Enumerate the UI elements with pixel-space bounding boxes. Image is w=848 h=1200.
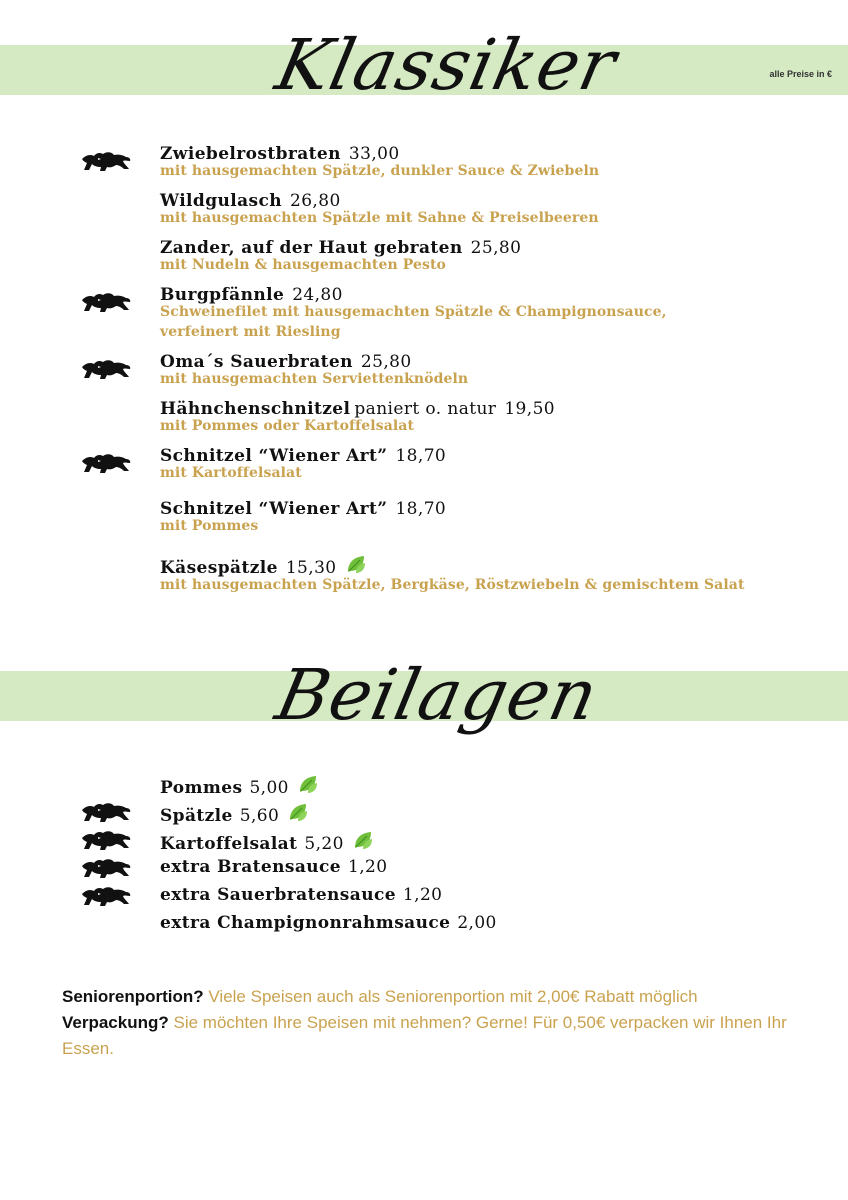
lion-icon xyxy=(80,799,132,825)
menu-item xyxy=(160,286,800,342)
menu-item xyxy=(160,500,800,536)
menu-item-description: mit hausgemachten Serviettenknödeln xyxy=(160,371,469,387)
menu-item-price: 24,80 xyxy=(292,285,343,305)
lion-icon xyxy=(80,356,132,382)
side-item-price: 2,00 xyxy=(457,913,497,933)
menu-item-description: mit Pommes oder Kartoffelsalat xyxy=(160,418,415,434)
note-pack-text: Sie möchten Ihre Speisen mit nehmen? Gerne! Für 0,50€ verpacken wir Ihnen Ihr Essen. xyxy=(62,1013,787,1058)
side-item-name: extra Sauerbratensauce xyxy=(160,885,396,905)
lion-icon xyxy=(80,148,132,174)
menu-item-price: 25,80 xyxy=(360,352,412,372)
menu-item xyxy=(160,145,800,181)
leaf-icon xyxy=(352,829,374,851)
note-pack-label: Verpackung? xyxy=(62,1013,169,1032)
side-item xyxy=(160,857,387,877)
menu-item-title-line xyxy=(160,553,800,577)
lion-icon xyxy=(80,883,132,909)
menu-item xyxy=(160,192,800,228)
menu-item-description: mit hausgemachten Spätzle mit Sahne & Preiselbeeren xyxy=(160,210,599,226)
menu-item-description: mit Kartoffelsalat xyxy=(160,465,302,481)
menu-item-description: Schweinefilet mit hausgemachten Spätzle & Champignonsauce, xyxy=(160,304,667,320)
menu-item-name: Zwiebelrostbraten xyxy=(160,144,341,164)
menu-item-name: Käsespätzle xyxy=(160,558,278,578)
menu-item xyxy=(160,353,800,389)
menu-item-name: Schnitzel “Wiener Art” xyxy=(160,446,388,466)
note-senior xyxy=(62,984,832,1010)
lion-icon xyxy=(80,289,132,315)
menu-item-extra: paniert o. natur xyxy=(354,399,497,419)
menu-item-name: Schnitzel “Wiener Art” xyxy=(160,499,388,519)
menu-item-name: Wildgulasch xyxy=(160,191,282,211)
price-note: alle Preise in € xyxy=(769,69,832,79)
menu-item xyxy=(160,400,800,436)
side-item-price: 5,60 xyxy=(239,806,280,826)
note-pack xyxy=(62,1010,832,1062)
menu-item xyxy=(160,553,800,595)
menu-item-description: verfeinert mit Riesling xyxy=(160,324,341,340)
note-senior-label: Seniorenportion? xyxy=(62,987,204,1006)
menu-item-name: Hähnchenschnitzel xyxy=(160,399,351,419)
menu-item-price: 26,80 xyxy=(290,191,341,211)
side-item-name: extra Bratensauce xyxy=(160,857,341,877)
side-item-price: 5,00 xyxy=(249,778,289,798)
notes xyxy=(62,984,832,1062)
lion-icon xyxy=(80,827,132,853)
section-title-beilagen: Beilagen xyxy=(269,654,606,736)
note-senior-text: Viele Speisen auch als Seniorenportion mit 2,00€ Rabatt möglich xyxy=(203,987,698,1006)
leaf-icon xyxy=(287,801,309,823)
menu-item-description: mit Nudeln & hausgemachten Pesto xyxy=(160,257,446,273)
side-item xyxy=(160,885,442,905)
side-item-name: Kartoffelsalat xyxy=(160,834,298,854)
side-item-name: Spätzle xyxy=(160,806,233,826)
leaf-icon xyxy=(297,773,319,795)
lion-icon xyxy=(80,450,132,476)
side-item xyxy=(160,773,319,798)
side-item xyxy=(160,913,497,933)
leaf-icon xyxy=(345,553,367,575)
menu-item-name: Oma´s Sauerbraten xyxy=(160,352,353,372)
menu-item xyxy=(160,447,800,483)
menu-item-description: mit Pommes xyxy=(160,518,259,534)
menu-item-name: Burgpfännle xyxy=(160,285,285,305)
lion-icon xyxy=(80,855,132,881)
menu-item-price: 25,80 xyxy=(470,238,522,258)
menu-item xyxy=(160,239,800,275)
menu-item-description: mit hausgemachten Spätzle, Bergkäse, Röstzwiebeln & gemischtem Salat xyxy=(160,577,745,593)
side-item-price: 1,20 xyxy=(402,885,443,905)
menu-item-description: mit hausgemachten Spätzle, dunkler Sauce & Zwiebeln xyxy=(160,163,600,179)
side-item-name: Pommes xyxy=(160,778,243,798)
section-title-klassiker: Klassiker xyxy=(269,24,624,106)
side-item-name: extra Champignonrahmsauce xyxy=(160,913,451,933)
menu-item-name: Zander, auf der Haut gebraten xyxy=(160,238,463,258)
menu-item-price: 19,50 xyxy=(504,399,556,419)
menu-item-price: 15,30 xyxy=(285,558,337,578)
side-item-price: 1,20 xyxy=(347,857,388,877)
menu-item-price: 33,00 xyxy=(348,144,400,164)
side-item xyxy=(160,829,374,854)
menu-item-price: 18,70 xyxy=(395,446,447,466)
side-item xyxy=(160,801,309,826)
side-item-price: 5,20 xyxy=(304,834,344,854)
menu-item-price: 18,70 xyxy=(395,499,447,519)
